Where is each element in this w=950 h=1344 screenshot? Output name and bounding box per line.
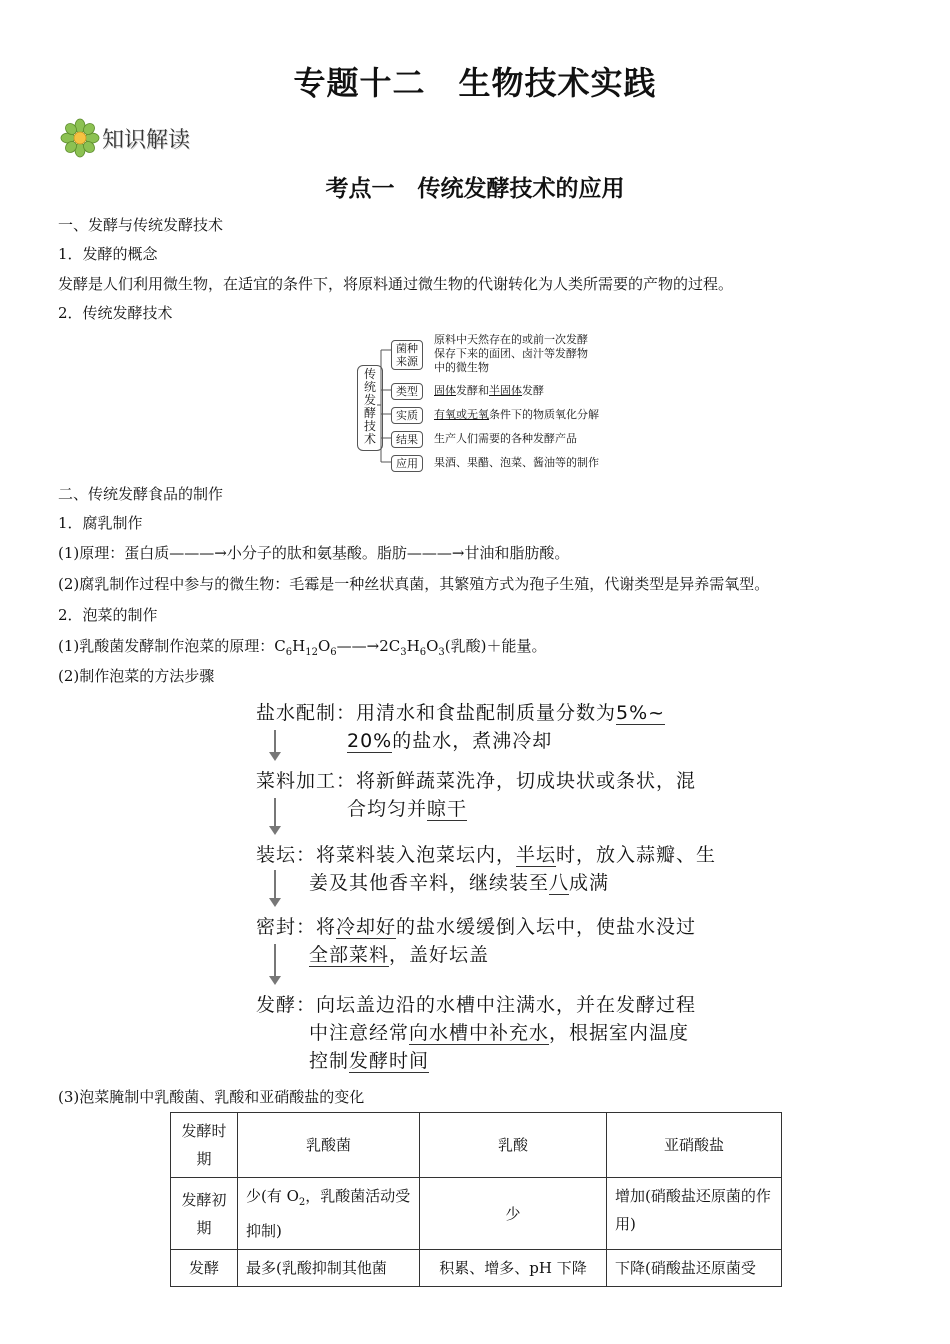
arrow-3-head: [269, 898, 281, 907]
knowledge-badge: [60, 118, 190, 158]
paragraph-furu-principle: (1)原理：蛋白质———→小分子的肽和氨基酸。脂肪———→甘油和脂肪酸。: [58, 544, 570, 562]
mindmap-source-text-2: 保存下来的面团、卤汁等发酵物: [434, 347, 588, 360]
table-cell: 少(有 $O_2$，乳酸菌活动受抑制): [238, 1178, 420, 1250]
subheading-2-1: 1．腐乳制作: [58, 514, 143, 532]
step-3-line-2: 姜及其他香辛料，继续装至八成满: [309, 872, 610, 894]
heading-1: 一、发酵与传统发酵技术: [58, 216, 224, 234]
paragraph-pickle-principle: (1)乳酸菌发酵制作泡菜的原理：$C_6H_{12}O_6——\to 2C_3H_6O_3$(乳酸)＋能量。: [58, 637, 547, 658]
mindmap-branch-source: 菌种来源: [391, 340, 423, 370]
mindmap-branch-result: 结果: [391, 431, 423, 448]
table-cell: 发酵: [171, 1250, 238, 1287]
step-4-line-2: 全部菜料，盖好坛盖: [309, 944, 490, 966]
table-row: [171, 1250, 782, 1287]
paragraph-fermentation-concept: 发酵是人们利用微生物，在适宜的条件下，将原料通过微生物的代谢转化为人类所需要的产物的过程。: [58, 275, 734, 293]
flower-icon: [60, 118, 106, 158]
mindmap-source-text-3: 中的微生物: [434, 361, 489, 374]
paragraph-table-title: (3)泡菜腌制中乳酸菌、乳酸和亚硝酸盐的变化: [58, 1088, 365, 1106]
step-3-line-1: 装坛：将菜料装入泡菜坛内，半坛时，放入蒜瓣、生: [256, 844, 717, 866]
subheading-2-2: 2．泡菜的制作: [58, 606, 158, 624]
step-1-line-1: 盐水配制：用清水和食盐配制质量分数为5%~: [256, 702, 666, 724]
table-cell: 增加(硝酸盐还原菌的作用): [607, 1178, 782, 1250]
mindmap-application-text: 果酒、果醋、泡菜、酱油等的制作: [434, 456, 599, 469]
step-5-line-2: 中注意经常向水槽中补充水，根据室内温度: [309, 1022, 690, 1044]
table-cell: 下降(硝酸盐还原菌受: [607, 1250, 782, 1287]
badge-label: 知识解读: [102, 127, 191, 153]
table-cell: 积累、增多、pH 下降: [420, 1250, 607, 1287]
step-4-line-1: 密封：将冷却好的盐水缓缓倒入坛中，使盐水没过: [256, 916, 697, 938]
table-header-cell: 乳酸菌: [238, 1113, 420, 1178]
fermentation-table: [170, 1112, 782, 1287]
arrow-2-head: [269, 826, 281, 835]
mindmap-branch-type: 类型: [391, 383, 423, 400]
table-header-cell: 乳酸: [420, 1113, 607, 1178]
page-title: 专题十二 生物技术实践: [293, 64, 657, 102]
arrow-4-head: [269, 976, 281, 985]
mindmap-type-text: 固体发酵和半固体发酵: [434, 384, 544, 397]
paragraph-furu-microbe: (2)腐乳制作过程中参与的微生物：毛霉是一种丝状真菌，其繁殖方式为孢子生殖，代谢类型是异养需氧型。: [58, 575, 770, 593]
step-2-line-1: 菜料加工：将新鲜蔬菜洗净，切成块状或条状，混: [256, 770, 697, 792]
arrow-4: [274, 944, 276, 976]
table-header-row: [171, 1113, 782, 1178]
paragraph-pickle-steps-title: (2)制作泡菜的方法步骤: [58, 667, 215, 685]
mindmap-source-text-1: 原料中天然存在的或前一次发酵: [434, 333, 588, 346]
subheading-1-2: 2．传统发酵技术: [58, 304, 173, 322]
step-1-line-2: 20%的盐水，煮沸冷却: [347, 730, 553, 752]
table-header-cell: 亚硝酸盐: [607, 1113, 782, 1178]
section-title: 考点一 传统发酵技术的应用: [325, 176, 625, 202]
table-cell: 发酵初期: [171, 1178, 238, 1250]
heading-2: 二、传统发酵食品的制作: [58, 485, 224, 503]
step-5-line-1: 发酵：向坛盖边沿的水槽中注满水，并在发酵过程: [256, 994, 697, 1016]
arrow-1: [274, 730, 276, 752]
table-cell: 最多(乳酸抑制其他菌: [238, 1250, 420, 1287]
mindmap-root: 传统发酵技术: [357, 365, 383, 451]
subheading-1-1: 1．发酵的概念: [58, 245, 158, 263]
step-2-line-2: 合均匀并晾干: [347, 798, 468, 820]
step-5-line-3: 控制发酵时间: [309, 1050, 430, 1072]
mindmap-branch-application: 应用: [391, 455, 423, 472]
arrow-3: [274, 870, 276, 898]
table-header-cell: 发酵时期: [171, 1113, 238, 1178]
mindmap-essence-text: 有氧或无氧条件下的物质氧化分解: [434, 408, 599, 421]
arrow-1-head: [269, 752, 281, 761]
arrow-2: [274, 798, 276, 826]
mindmap-branch-essence: 实质: [391, 407, 423, 424]
table-row: [171, 1178, 782, 1250]
table-cell: 少: [420, 1178, 607, 1250]
mindmap-result-text: 生产人们需要的各种发酵产品: [434, 432, 577, 445]
